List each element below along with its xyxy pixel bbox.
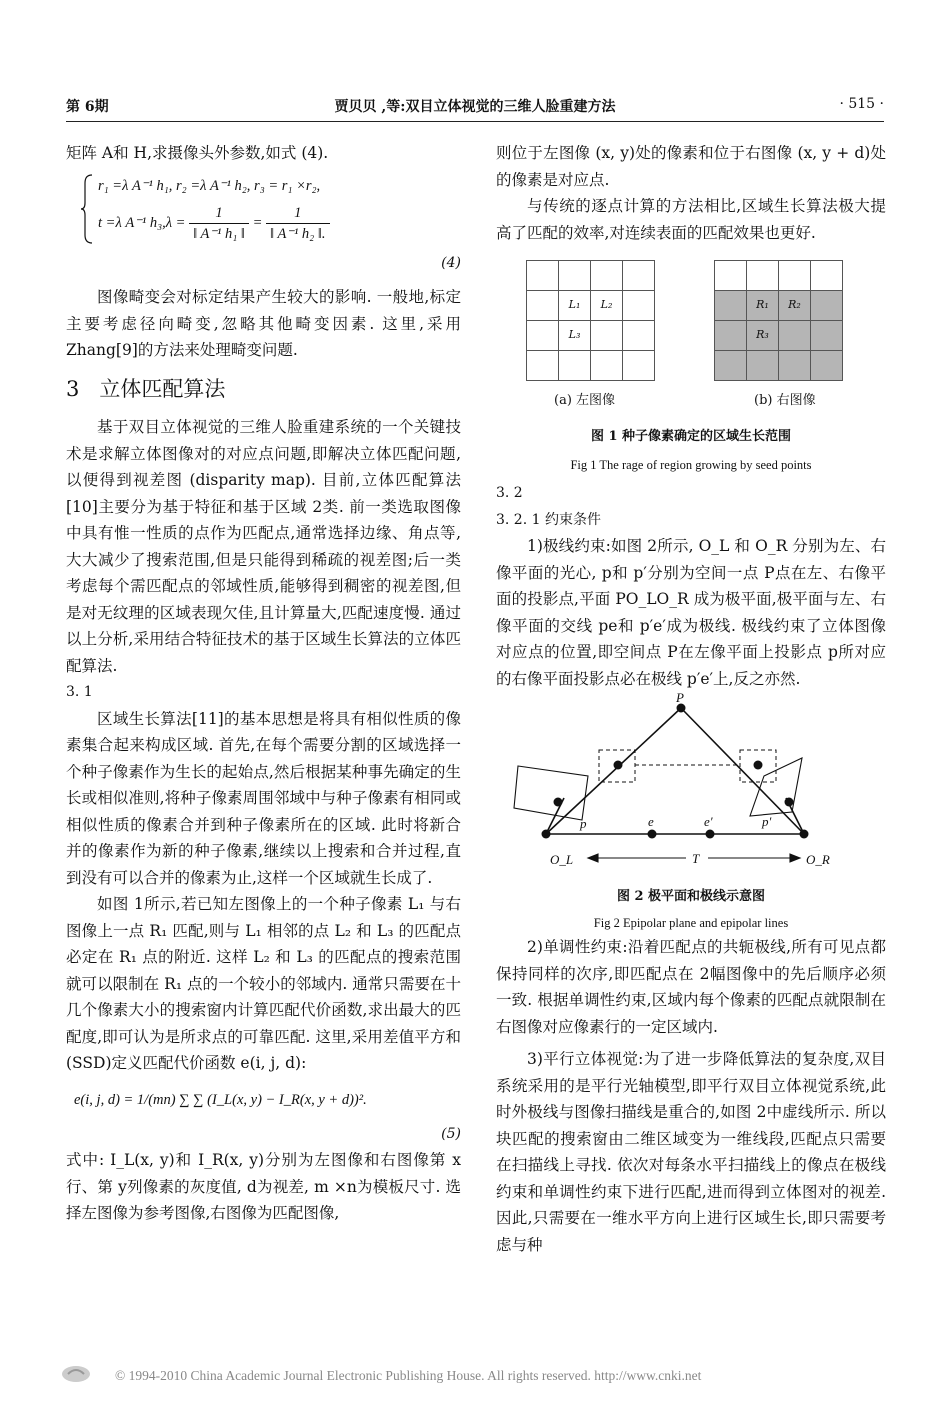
point-e-prime: [706, 830, 715, 839]
equation-4-number: (4): [441, 254, 461, 271]
eq4-fraction-2: [266, 203, 330, 244]
section-title: 立体匹配算法: [99, 376, 226, 401]
header-rule: [66, 121, 884, 122]
issue-label: 第 6期: [66, 99, 109, 115]
label-OR: O_R: [806, 852, 830, 867]
cnki-logo-icon: [60, 1364, 92, 1384]
subsection-3-2-1-heading: 3. 2. 1 约束条件: [496, 511, 601, 528]
intro-paragraph: 矩阵 A和 H,求摄像头外参数,如式 (4).: [66, 144, 329, 162]
figure1-explanation-paragraph: 如图 1所示,若已知左图像上的一个种子像素 L₁ 与右图像上一点 R₁ 匹配,则与 L₁ 相邻的点 L₂ 和 L₃ 的匹配点必定在 R₁ 点的附近. 这样 L₂ 和 L₃ 的匹配点的搜索范围就可以限制在 R₁ 点的一个较小的邻域内. 通常只需要在十几个像素大小的搜索窗内计算匹配代价函数,求出最大的匹配度,即可认为是所求点的可靠匹配. 这里,采用差值平方和 (SSD)定义匹配代价函数 e(i, j, d):: [66, 895, 461, 1072]
eq4-fraction-1: [189, 203, 249, 244]
label-P: P: [676, 690, 684, 705]
left-image-plane: [514, 766, 588, 820]
label-T: T: [692, 851, 700, 866]
copyright-footer: © 1994-2010 China Academic Journal Electronic Publishing House. All rights reserved. http://www.cnki.net: [115, 1368, 702, 1383]
grid-cell-L1: L₁: [559, 291, 591, 321]
figure2-caption-cn: 图 2 极平面和极线示意图: [616, 889, 766, 904]
figure-1: [496, 260, 886, 480]
subsection-3-2-heading: 3. 2: [496, 485, 523, 501]
label-p-prime: p′: [762, 814, 772, 829]
figure1-caption-en: Fig 1 The rage of region growing by seed points: [570, 458, 812, 472]
figure1-right-grid: [714, 260, 843, 381]
equation-4-line2: [98, 203, 461, 244]
grid-cell-L3: L₃: [559, 321, 591, 351]
eq4-frac1-den: ‖ A⁻¹ h₁ ‖: [193, 225, 245, 242]
left-column: [66, 140, 461, 1227]
region-growing-paragraph: 区域生长算法[11]的基本思想是将具有相似性质的像素集合起来构成区域. 首先,在每个需要分割的区域选择一个种子像素作为生长的起始点,然后根据某种事先确定的生长或相似准则,将种子像素周围邻域中与种子像素有相同或相似性质的像素合并到种子像素所在的区域. 此时将新合并的像素作为新的种子像素,继续以上搜索和合并过程,直到没有可以合并的像素为止,这样一个区域就生长成了.: [66, 709, 461, 887]
right-ray: [681, 708, 804, 834]
grid-cell-R3: R₃: [747, 321, 779, 351]
subsection-3-1-heading: 3. 1: [66, 684, 93, 700]
point-p-prime: [785, 798, 794, 807]
figure1-left-grid: [526, 260, 655, 381]
comparison-paragraph: 与传统的逐点计算的方法相比,区域生长算法极大提高了匹配的效率,对连续表面的匹配效果也更好.: [496, 197, 886, 242]
section-3-paragraph: 基于双目立体视觉的三维人脸重建系统的一个关键技术是求解立体图像对的对应点问题,即解决立体匹配问题,以便得到视差图 (disparity map). 目前,立体匹配算法[10]主要分为基于特征和基于区域 2类. 前一类选取图像中具有惟一性质的点作为匹配点,通常选择边缘、角点等,大大减少了搜索范围,但是只能得到稀疏的视差图;后一类考虑每个需匹配点的邻域性质,能够得到稠密的视差图,但是对无纹理的区域表现欠佳,且计算量大,匹配速度慢. 通过以上分析,采用结合特征技术的基于区域生长算法的立体匹配算法.: [66, 418, 461, 675]
label-OL: O_L: [550, 852, 574, 867]
eq4-lhs: t =λ A⁻¹ h₃,λ =: [98, 214, 186, 231]
figure1-subcaption-a: (a) 左图像: [554, 393, 616, 408]
point-e: [648, 830, 657, 839]
brace-icon: [80, 173, 94, 245]
right-column: [496, 140, 886, 1258]
label-p: p: [580, 816, 587, 831]
epipolar-constraint-paragraph: 1)极线约束:如图 2所示, O_L 和 O_R 分别为左、右像平面的光心, p和 p′分别为空间一点 P点在左、右像平面的投影点,平面 PO_LO_R 成为极平面,极平面与左、右像平面的交线 pe和 p′e′成为极线. 极线约束了立体图像对应点的位置,即空间点 P在左像平面上投影点 p所对应的右像平面投影点必在极线 p′e′上,反之亦然.: [496, 537, 886, 688]
section-3-heading: [66, 376, 461, 403]
section-number: 3: [66, 376, 80, 401]
point-OR: [800, 830, 809, 839]
continuation-paragraph: 则位于左图像 (x, y)处的像素和位于右图像 (x, y + d)处的像素是对应点.: [496, 144, 886, 189]
figure1-subcaption-b: (b) 右图像: [754, 393, 816, 408]
point-p: [554, 798, 563, 807]
figure2-caption-en: Fig 2 Epipolar plane and epipolar lines: [593, 916, 789, 930]
distortion-paragraph: 图像畸变会对标定结果产生较大的影响. 一般地,标定主要考虑径向畸变,忽略其他畸变因素. 这里,采用 Zhang[9]的方法来处理畸变问题.: [66, 288, 461, 359]
eq4-frac1-num: 1: [189, 203, 249, 224]
monotonic-constraint-paragraph: 2)单调性约束:沿着匹配点的共轭极线,所有可见点都保持同样的次序,即匹配点在 2幅图像中的先后顺序必须一致. 根据单调性约束,区域内每个像素的匹配点就限制在右图像对应像素行的一定区域内.: [496, 938, 886, 1036]
figure1-caption-cn: 图 1 种子像素确定的区域生长范围: [590, 429, 792, 444]
label-e: e: [648, 814, 654, 829]
running-header: [66, 96, 884, 118]
equation-4-line1: r₁ =λ A⁻¹ h₁, r₂ =λ A⁻¹ h₂, r₃ = r₁ ×r₂,: [98, 177, 321, 194]
left-ray: [546, 708, 681, 834]
parallel-stereo-paragraph: 3)平行立体视觉:为了进一步降低算法的复杂度,双目系统采用的是平行光轴模型,即平行双目立体视觉系统,此时外极线与图像扫描线是重合的,如图 2中虚线所示. 所以块匹配的搜索窗由二维区域变为一维线段,匹配点只需要在扫描线上寻找. 依次对每条水平扫描线上的像点在极线约束和单调性约束下进行匹配,进而得到立体图对的视差. 因此,只需要在一维水平方向上进行区域生长,即只需要考虑与种: [496, 1050, 886, 1254]
point-OL: [542, 830, 551, 839]
eq4-frac2-den: ‖ A⁻¹ h₂ ‖.: [270, 225, 326, 242]
equation-5-number: (5): [441, 1125, 461, 1142]
equation-4: [80, 171, 461, 244]
eq4-frac2-num: 1: [266, 203, 330, 224]
epipolar-diagram: [496, 690, 886, 878]
figure-2: [496, 690, 886, 934]
grid-cell-R1: R₁: [747, 291, 779, 321]
equation-5: e(i, j, d) = 1/(mn) ∑ ∑ (I_L(x, y) − I_R(x, y + d))².: [74, 1091, 367, 1108]
page-number: · 515 ·: [839, 96, 884, 112]
eq4-equals: =: [252, 214, 263, 231]
label-e-prime: e′: [704, 814, 713, 829]
grid-cell-L2: L₂: [591, 291, 623, 321]
grid-cell-R2: R₂: [779, 291, 811, 321]
header-title: 贾贝贝 ,等:双目立体视觉的三维人脸重建方法: [334, 99, 616, 115]
equation-5-explanation: 式中: I_L(x, y)和 I_R(x, y)分别为左图像和右图像第 x行、第 y列像素的灰度值, d为视差, m ×n为模板尺寸. 选择左图像为参考图像,右图像为匹配图像,: [66, 1151, 461, 1222]
